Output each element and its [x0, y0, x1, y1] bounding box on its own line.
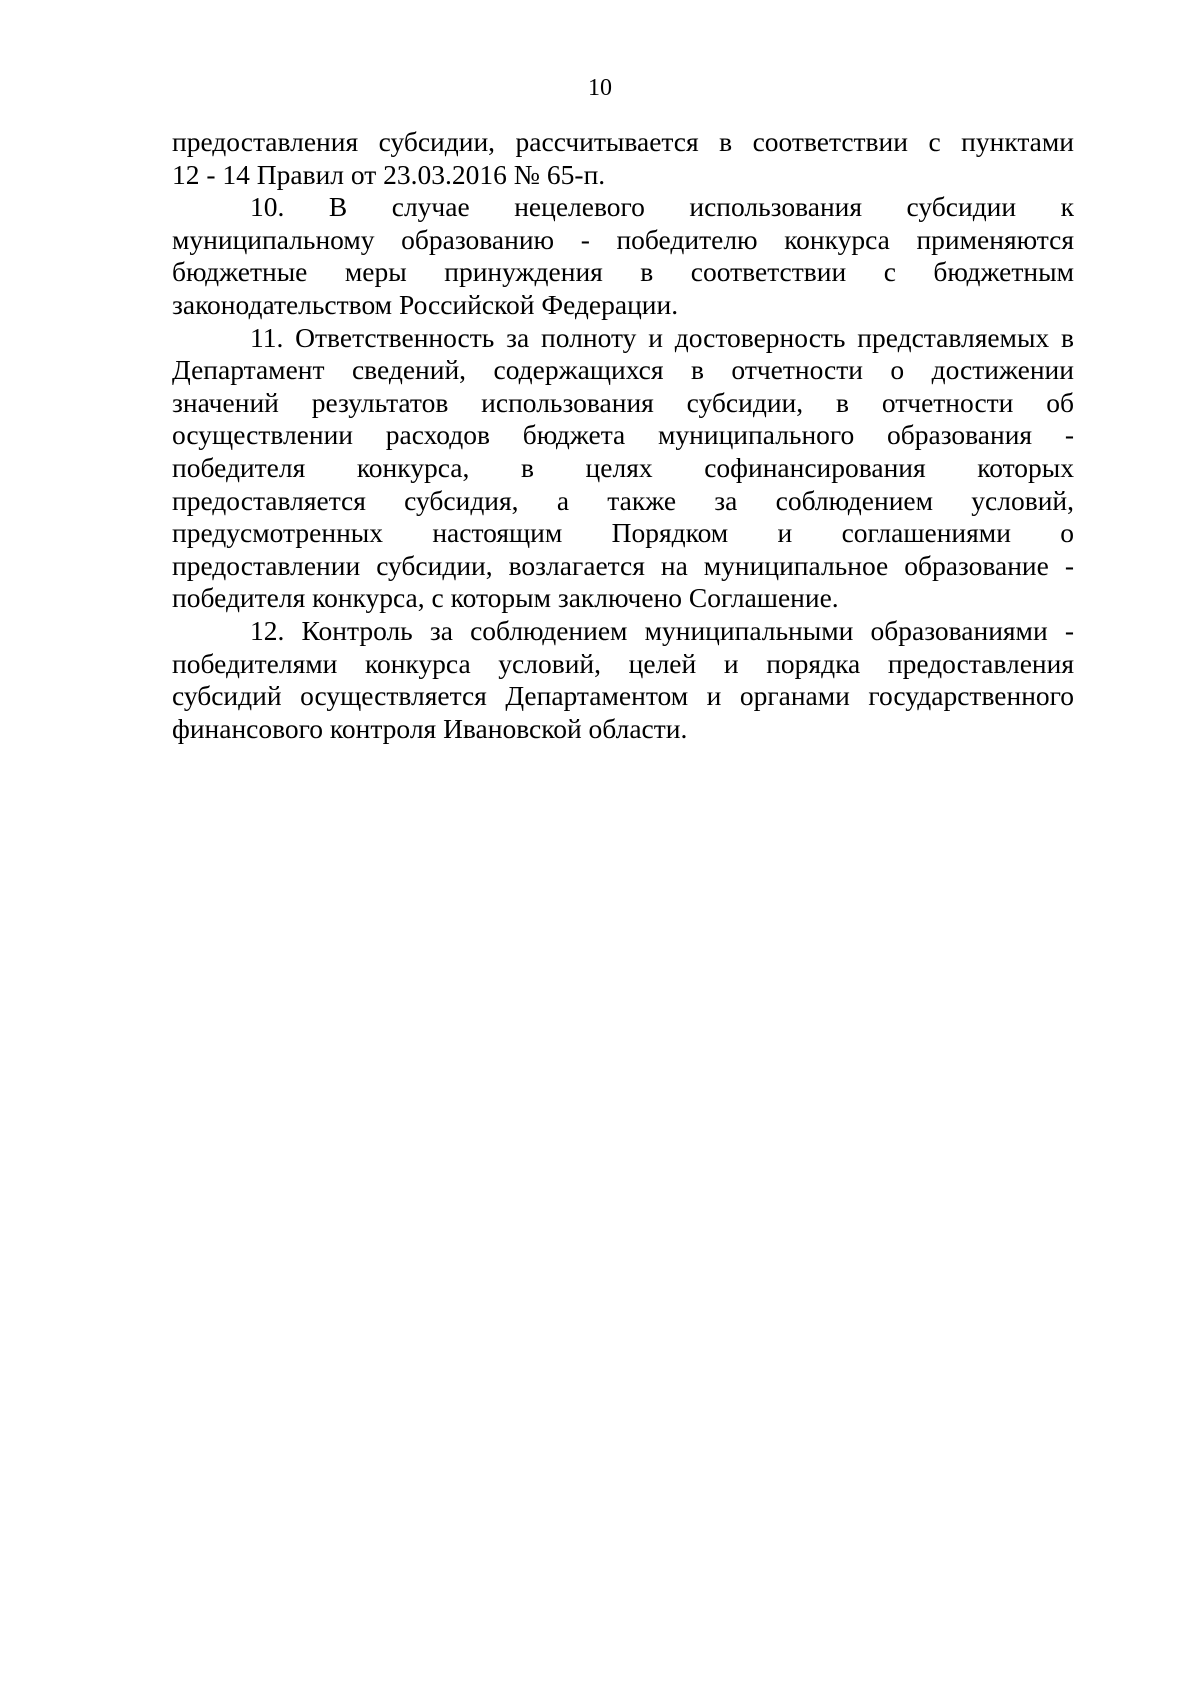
text-line: осуществлении расходов бюджета муниципального образования -: [172, 419, 1074, 451]
paragraph-item-10: [172, 191, 1074, 321]
text-line: Департамент сведений, содержащихся в отчетности о достижении: [172, 354, 1074, 386]
text-line: 10. В случае нецелевого использования субсидии к: [250, 191, 1074, 223]
text-line: 12. Контроль за соблюдением муниципальными образованиями -: [250, 614, 1074, 646]
text-line: победителя конкурса, в целях софинансирования которых: [172, 451, 1074, 483]
text-line: 11. Ответственность за полноту и достоверность представляемых в: [250, 321, 1074, 353]
text-line: предусмотренных настоящим Порядком и соглашениями о: [172, 517, 1074, 549]
paragraph-continuation: [172, 126, 1074, 191]
paragraph-item-11: [172, 322, 1074, 615]
page-number: 10: [588, 75, 612, 101]
text-line: законодательством Российской Федерации.: [172, 288, 679, 320]
document-body: [172, 126, 1074, 745]
text-line: победителями конкурса условий, целей и порядка предоставления: [172, 647, 1074, 679]
text-line: предоставления субсидии, рассчитывается в соответствии с пунктами: [172, 126, 1074, 157]
text-line: значений результатов использования субсидии, в отчетности об: [172, 386, 1074, 418]
text-line: предоставлении субсидии, возлагается на муниципальное образование -: [172, 549, 1074, 581]
text-line: предоставляется субсидия, а также за соблюдением условий,: [172, 484, 1074, 516]
text-line: победителя конкурса, с которым заключено Соглашение.: [172, 582, 839, 614]
paragraph-item-12: [172, 615, 1074, 745]
text-line: субсидий осуществляется Департаментом и органами государственного: [172, 680, 1074, 712]
text-line: муниципальному образованию - победителю конкурса применяются: [172, 223, 1074, 255]
text-line: финансового контроля Ивановской области.: [172, 712, 688, 744]
text-line: бюджетные меры принуждения в соответствии с бюджетным: [172, 256, 1074, 288]
text-line: 12 - 14 Правил от 23.03.2016 № 65-п.: [172, 158, 606, 190]
